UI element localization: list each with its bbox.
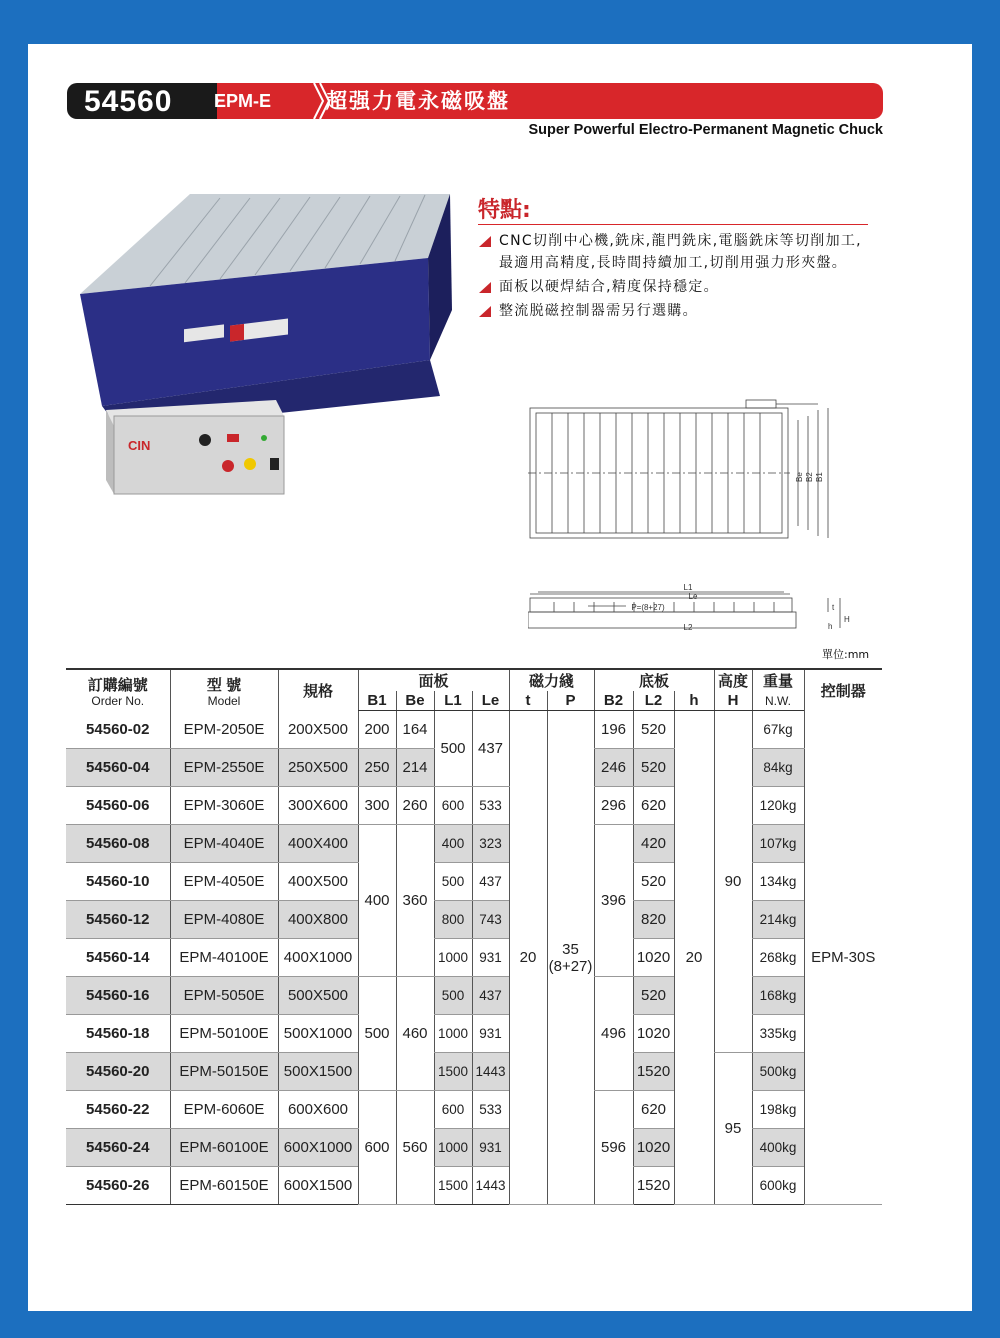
table-row <box>66 977 882 1015</box>
cell-weight: 400kg <box>752 1129 804 1167</box>
cell-weight: 84kg <box>752 749 804 787</box>
cell-spec: 500X500 <box>278 977 358 1015</box>
cell-order: 54560-06 <box>66 787 170 825</box>
cell-weight: 500kg <box>752 1053 804 1091</box>
cell-l2: 520 <box>633 977 674 1015</box>
cell-l2: 1520 <box>633 1053 674 1091</box>
cell-be-merged: 460 <box>396 977 434 1091</box>
cell-model: EPM-5050E <box>170 977 278 1015</box>
cell-weight: 268kg <box>752 939 804 977</box>
cell-le: 1443 <box>472 1167 509 1205</box>
cell-h-merged: 20 <box>674 711 714 1205</box>
drawing-label-h-lower: h <box>828 622 833 630</box>
cell-spec: 500X1500 <box>278 1053 358 1091</box>
cell-controller: EPM-30S <box>804 711 882 1205</box>
feature-item: 整流脱磁控制器需另行選購。 <box>477 300 877 322</box>
cell-order: 54560-12 <box>66 901 170 939</box>
header-panel: 面板 <box>358 669 509 691</box>
cell-l2: 520 <box>633 711 674 749</box>
cell-spec: 400X400 <box>278 825 358 863</box>
table-row <box>66 1015 882 1053</box>
features-title: 特點: <box>478 198 531 223</box>
cell-spec: 200X500 <box>278 711 358 749</box>
cell-order: 54560-08 <box>66 825 170 863</box>
cell-spec: 400X1000 <box>278 939 358 977</box>
cell-l2: 520 <box>633 863 674 901</box>
spec-table <box>66 668 882 1205</box>
drawing-label-p: P=(8+27) <box>631 603 665 612</box>
header-model: 型 號 Model <box>170 669 278 711</box>
cell-t-merged: 20 <box>509 711 547 1205</box>
cell-spec: 400X800 <box>278 901 358 939</box>
drawing-label-b1: B1 <box>815 472 824 482</box>
cell-weight: 198kg <box>752 1091 804 1129</box>
cell-weight: 214kg <box>752 901 804 939</box>
cell-order: 54560-18 <box>66 1015 170 1053</box>
cell-model: EPM-60150E <box>170 1167 278 1205</box>
cell-order: 54560-26 <box>66 1167 170 1205</box>
header-l2: L2 <box>633 691 674 711</box>
table-row <box>66 825 882 863</box>
cell-l1: 1000 <box>434 1129 472 1167</box>
cell-order: 54560-22 <box>66 1091 170 1129</box>
cell-l1: 500 <box>434 977 472 1015</box>
cell-l2: 620 <box>633 787 674 825</box>
cell-l1: 1000 <box>434 939 472 977</box>
cell-height-90: 90 <box>714 711 752 1053</box>
header-le: Le <box>472 691 509 711</box>
drawing-label-l1: L1 <box>683 583 693 592</box>
cell-l1-merged: 500 <box>434 711 472 787</box>
cell-model: EPM-4050E <box>170 863 278 901</box>
features-list <box>477 230 877 324</box>
cell-l1: 600 <box>434 1091 472 1129</box>
table-row <box>66 711 882 749</box>
technical-drawing <box>528 398 868 630</box>
cell-b2: 246 <box>594 749 633 787</box>
drawing-label-t: t <box>832 603 835 612</box>
cell-order: 54560-20 <box>66 1053 170 1091</box>
unit-label: 單位:mm <box>822 648 870 661</box>
cell-le: 743 <box>472 901 509 939</box>
controller-brand: CIN <box>128 438 151 453</box>
cell-weight: 168kg <box>752 977 804 1015</box>
table-row <box>66 1053 882 1091</box>
cell-weight: 134kg <box>752 863 804 901</box>
triangle-bullet-icon <box>479 282 491 293</box>
cell-spec: 250X500 <box>278 749 358 787</box>
product-number: 54560 <box>84 85 173 118</box>
cell-le: 931 <box>472 939 509 977</box>
table-row <box>66 787 882 825</box>
cell-weight: 335kg <box>752 1015 804 1053</box>
cell-model: EPM-3060E <box>170 787 278 825</box>
header-weight-cn: 重量 <box>752 669 804 691</box>
header-magnet: 磁力綫 <box>509 669 594 691</box>
header-order: 訂購編號 Order No. <box>87 676 148 708</box>
header-p: P <box>547 691 594 711</box>
cell-le: 323 <box>472 825 509 863</box>
drawing-label-b2: B2 <box>805 472 814 482</box>
cell-b2-merged: 396 <box>594 825 633 977</box>
cell-l1: 1500 <box>434 1167 472 1205</box>
triangle-bullet-icon <box>479 236 491 247</box>
cell-l1: 400 <box>434 825 472 863</box>
cell-le-merged: 437 <box>472 711 509 787</box>
cell-spec: 600X600 <box>278 1091 358 1129</box>
header-b1: B1 <box>358 691 396 711</box>
cell-le: 437 <box>472 977 509 1015</box>
cell-model: EPM-50150E <box>170 1053 278 1091</box>
cell-order: 54560-24 <box>66 1129 170 1167</box>
cell-weight: 107kg <box>752 825 804 863</box>
features-divider <box>478 224 868 225</box>
cell-p-merged: 35 (8+27) <box>547 711 594 1205</box>
cell-spec: 400X500 <box>278 863 358 901</box>
cell-b2: 296 <box>594 787 633 825</box>
cell-l2: 1520 <box>633 1167 674 1205</box>
cell-b1-merged: 400 <box>358 825 396 977</box>
cell-b2-merged: 496 <box>594 977 633 1091</box>
cell-order: 54560-02 <box>66 711 170 749</box>
header-spec: 規格 <box>278 669 358 711</box>
cell-l2: 620 <box>633 1091 674 1129</box>
cell-l1: 600 <box>434 787 472 825</box>
table-row <box>66 1167 882 1205</box>
cell-l1: 1500 <box>434 1053 472 1091</box>
cell-l1: 1000 <box>434 1015 472 1053</box>
drawing-label-be: Be <box>795 472 804 482</box>
cell-order: 54560-10 <box>66 863 170 901</box>
cell-b1-merged: 600 <box>358 1091 396 1205</box>
cell-l2: 420 <box>633 825 674 863</box>
cell-be-merged: 360 <box>396 825 434 977</box>
cell-le: 533 <box>472 787 509 825</box>
header-base: 底板 <box>594 669 714 691</box>
product-title-cn: 超强力電永磁吸盤 <box>326 89 510 113</box>
cell-model: EPM-4080E <box>170 901 278 939</box>
cell-model: EPM-2550E <box>170 749 278 787</box>
cell-spec: 300X600 <box>278 787 358 825</box>
cell-spec: 600X1000 <box>278 1129 358 1167</box>
cell-be: 214 <box>396 749 434 787</box>
cell-b1: 200 <box>358 711 396 749</box>
header-be: Be <box>396 691 434 711</box>
cell-be: 260 <box>396 787 434 825</box>
header-controller: 控制器 <box>804 669 882 711</box>
cell-le: 1443 <box>472 1053 509 1091</box>
product-model: EPM-E <box>214 91 272 111</box>
cell-l2: 820 <box>633 901 674 939</box>
cell-b1: 250 <box>358 749 396 787</box>
cell-le: 931 <box>472 1015 509 1053</box>
cell-model: EPM-6060E <box>170 1091 278 1129</box>
cell-b1: 300 <box>358 787 396 825</box>
header-t: t <box>509 691 547 711</box>
cell-l2: 1020 <box>633 1015 674 1053</box>
cell-spec: 500X1000 <box>278 1015 358 1053</box>
cell-order: 54560-04 <box>66 749 170 787</box>
cell-model: EPM-2050E <box>170 711 278 749</box>
drawing-label-le: Le <box>688 592 698 601</box>
cell-l2: 520 <box>633 749 674 787</box>
cell-weight: 67kg <box>752 711 804 749</box>
cell-b1-merged: 500 <box>358 977 396 1091</box>
cell-spec: 600X1500 <box>278 1167 358 1205</box>
header-height-en: H <box>714 691 752 711</box>
cell-order: 54560-16 <box>66 977 170 1015</box>
header-weight-en: N.W. <box>752 691 804 711</box>
triangle-bullet-icon <box>479 306 491 317</box>
cell-model: EPM-60100E <box>170 1129 278 1167</box>
product-title-en: Super Powerful Electro-Permanent Magnetic Chuck <box>528 122 883 138</box>
cell-le: 437 <box>472 863 509 901</box>
header-l1: L1 <box>434 691 472 711</box>
cell-model: EPM-40100E <box>170 939 278 977</box>
drawing-label-h-upper: H <box>844 615 850 624</box>
feature-item: 面板以硬焊結合,精度保持穩定。 <box>477 276 877 298</box>
cell-weight: 120kg <box>752 787 804 825</box>
table-row <box>66 863 882 901</box>
cell-weight: 600kg <box>752 1167 804 1205</box>
table-row <box>66 1091 882 1129</box>
header-b2: B2 <box>594 691 633 711</box>
table-row <box>66 1129 882 1167</box>
cell-l2: 1020 <box>633 1129 674 1167</box>
cell-order: 54560-14 <box>66 939 170 977</box>
cell-model: EPM-4040E <box>170 825 278 863</box>
header-h-small: h <box>674 691 714 711</box>
drawing-label-l2: L2 <box>683 623 693 630</box>
cell-b2: 196 <box>594 711 633 749</box>
cell-b2-merged: 596 <box>594 1091 633 1205</box>
cell-be: 164 <box>396 711 434 749</box>
table-row <box>66 939 882 977</box>
cell-l1: 500 <box>434 863 472 901</box>
cell-model: EPM-50100E <box>170 1015 278 1053</box>
cell-height-95: 95 <box>714 1053 752 1205</box>
cell-le: 533 <box>472 1091 509 1129</box>
cell-l2: 1020 <box>633 939 674 977</box>
feature-item: CNC切削中心機,銑床,龍門銑床,電腦銑床等切削加工,最適用高精度,長時間持續加工,切削用强力形夾盤。 <box>477 230 877 274</box>
product-photo <box>80 190 480 500</box>
table-row <box>66 901 882 939</box>
cell-l1: 800 <box>434 901 472 939</box>
cell-le: 931 <box>472 1129 509 1167</box>
cell-be-merged: 560 <box>396 1091 434 1205</box>
header-height-cn: 高度 <box>714 669 752 691</box>
